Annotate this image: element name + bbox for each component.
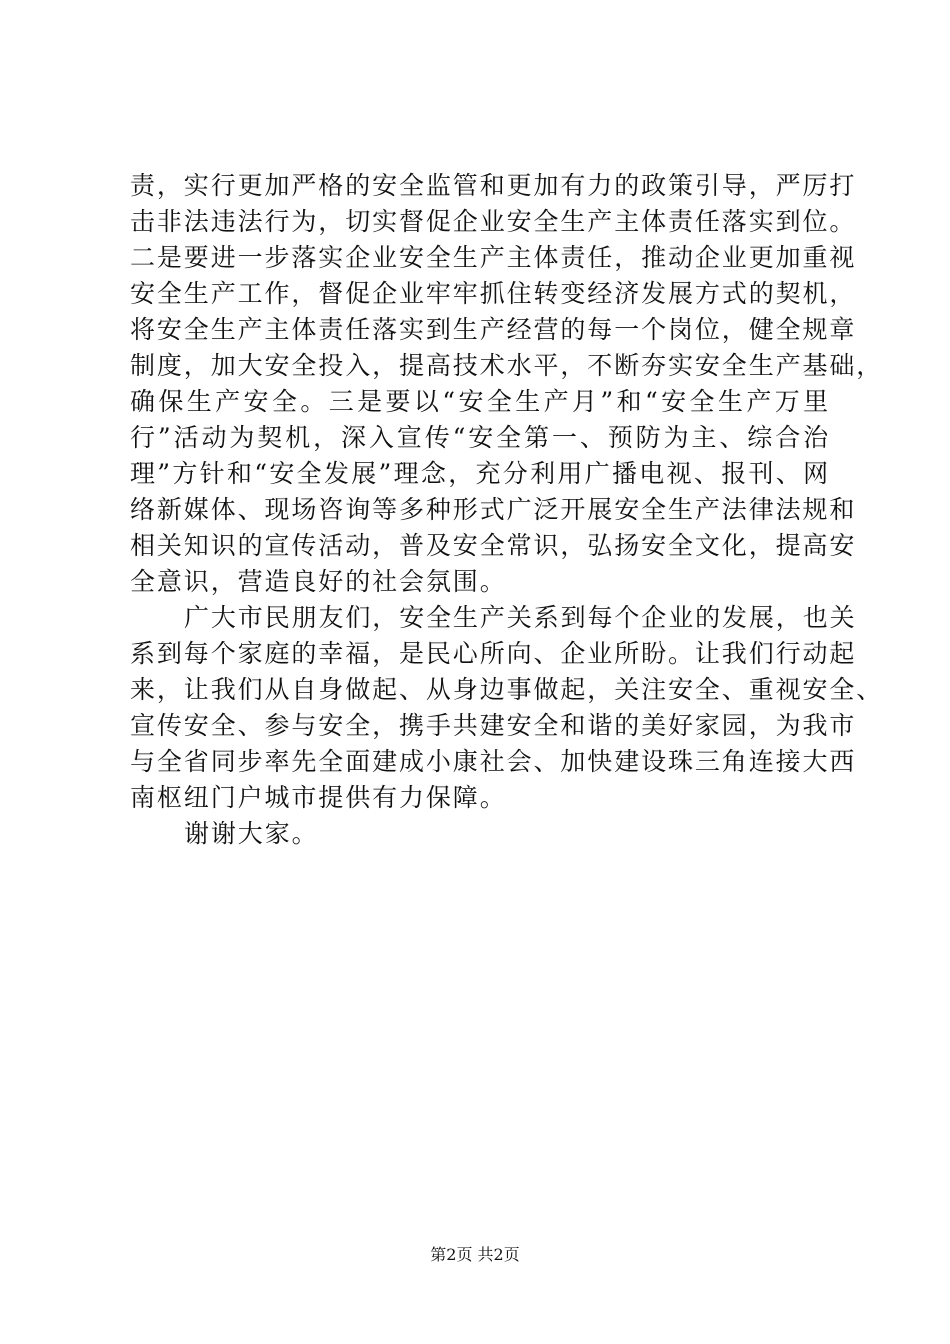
text-line: 行”活动为契机，深入宣传“安全第一、预防为主、综合治: [130, 423, 830, 452]
text-line: 与全省同步率先全面建成小康社会、加快建设珠三角连接大西: [130, 747, 857, 776]
text-line: 南枢纽门户城市提供有力保障。: [130, 783, 507, 812]
text-line: 广大市民朋友们，安全生产关系到每个企业的发展，也关: [184, 603, 857, 632]
text-line: 将安全生产主体责任落实到生产经营的每一个岗位，健全规章: [130, 315, 857, 344]
page-footer: 第2页 共2页: [430, 1245, 520, 1264]
text-line: 系到每个家庭的幸福，是民心所向、企业所盼。让我们行动起: [130, 639, 857, 668]
text-line: 络新媒体、现场咨询等多种形式广泛开展安全生产法律法规和: [130, 495, 857, 524]
text-line: 宣传安全、参与安全，携手共建安全和谐的美好家园，为我市: [130, 711, 857, 740]
document-body: [130, 168, 884, 852]
text-line: 全意识，营造良好的社会氛围。: [130, 567, 507, 596]
text-line: 制度，加大安全投入，提高技术水平，不断夯实安全生产基础，: [130, 351, 884, 380]
text-line: 二是要进一步落实企业安全生产主体责任，推动企业更加重视: [130, 243, 857, 272]
text-line: 相关知识的宣传活动，普及安全常识，弘扬安全文化，提高安: [130, 531, 857, 560]
text-line: 理”方针和“安全发展”理念，充分利用广播电视、报刊、网: [130, 459, 830, 488]
text-line: 安全生产工作，督促企业牢牢抓住转变经济发展方式的契机，: [130, 279, 857, 308]
text-line: 击非法违法行为，切实督促企业安全生产主体责任落实到位。: [130, 207, 857, 236]
text-line: 谢谢大家。: [184, 819, 319, 848]
text-line: 来，让我们从自身做起、从身边事做起，关注安全、重视安全、: [130, 675, 884, 704]
text-line: 责，实行更加严格的安全监管和更加有力的政策引导，严厉打: [130, 171, 857, 200]
text-line: 确保生产安全。三是要以“安全生产月”和“安全生产万里: [130, 387, 830, 416]
